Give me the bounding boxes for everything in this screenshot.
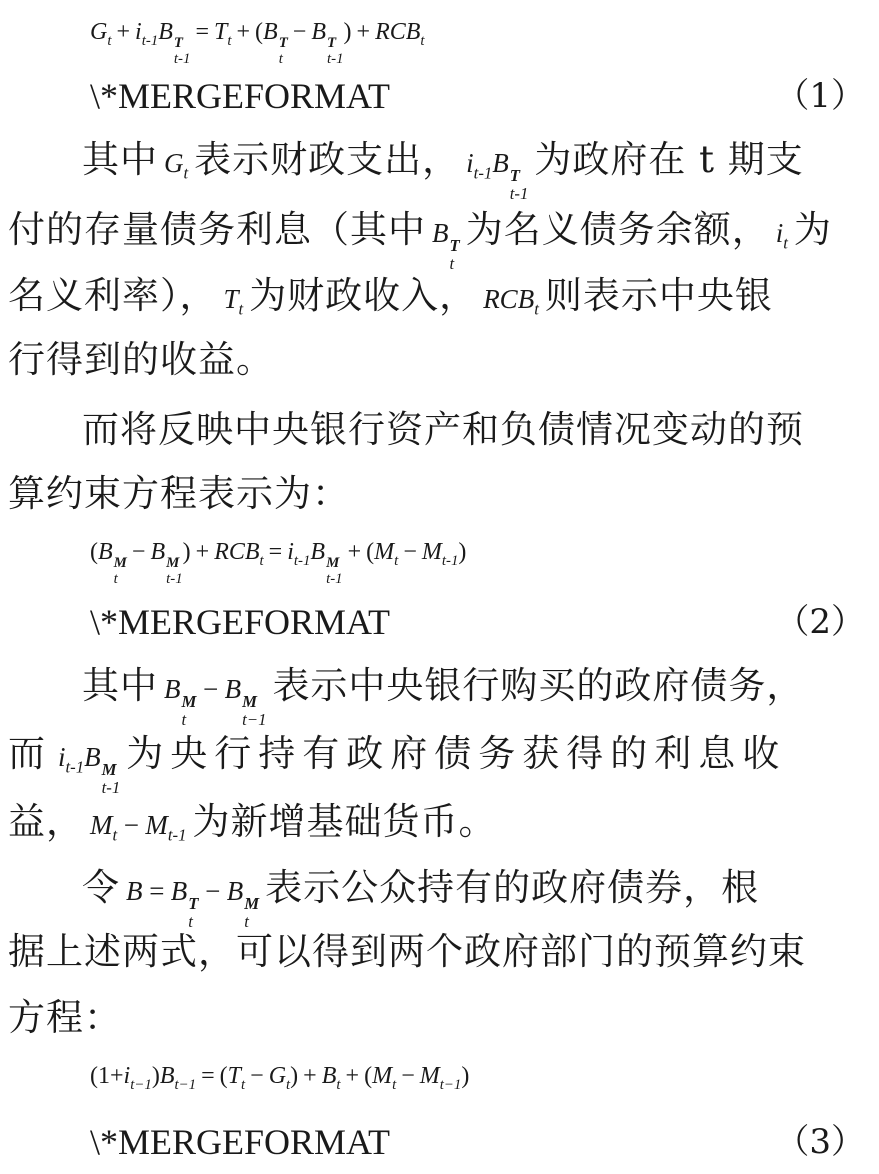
equation-2-formula: (B M t − B M t-1 ) + $RCB_t = i_{t-1}B$ M t-1 + $(M_t - M_{t-1})$ [90, 539, 467, 587]
equation-1-field-line [90, 72, 865, 120]
field-code: \*MERGEFORMAT [90, 602, 391, 642]
equation-number: （3） [775, 1122, 865, 1162]
paragraph-1-line-1: 其中 $G_t$ 表示财政支出， $i_{t-1}B$ T t-1 为政府在 t 期支 [82, 138, 804, 203]
equation-3-formula: $(1+i_{t-1})B_{t-1} = (T_t - G_t) + B_t + (M_t - M_{t-1})$ [90, 1063, 470, 1093]
paragraph-3-line-3: 益， $M_t - M_{t-1}$ 为新增基础货币。 [8, 800, 497, 845]
paragraph-4-line-3: 方程： [8, 996, 122, 1039]
equation-2-field-line [90, 598, 865, 646]
paragraph-1-line-4: 行得到的收益。 [8, 338, 274, 381]
paragraph-4-line-1: 令 B = B T t − B M t 表示公众持有的政府债券，根 [82, 866, 760, 931]
paragraph-4-line-2: 据上述两式，可以得到两个政府部门的预算约束 [8, 930, 806, 973]
paragraph-2-line-2: 算约束方程表示为： [8, 472, 350, 515]
paragraph-3-line-1: 其中 B M t − B M t−1 表示中央银行购买的政府债务， [82, 664, 805, 729]
equation-3-field-line [90, 1118, 865, 1166]
paragraph-3-line-2: 而 $i_{t-1}B$ M t-1 为央行持有政府债务获得的利息收 [8, 732, 787, 797]
field-code: \*MERGEFORMAT [90, 1122, 391, 1162]
equation-number: （2） [775, 602, 865, 642]
paragraph-1-line-2: 付的存量债务利息（其中 B T t 为名义债务余额， $i_t$ 为 [8, 208, 832, 273]
field-code: \*MERGEFORMAT [90, 76, 391, 116]
equation-number: （1） [775, 76, 865, 116]
paragraph-1-line-3: 名义利率）， $T_t$ 为财政收入， $RCB_t$ 则表示中央银 [8, 274, 773, 319]
paragraph-2-line-1: 而将反映中央银行资产和负债情况变动的预 [82, 408, 804, 451]
equation-1-formula: $G_t + i_{t-1}B$ T t-1 = $T_t + (B$ T t − B T t-1 ) + $RCB_t$ [90, 19, 425, 67]
